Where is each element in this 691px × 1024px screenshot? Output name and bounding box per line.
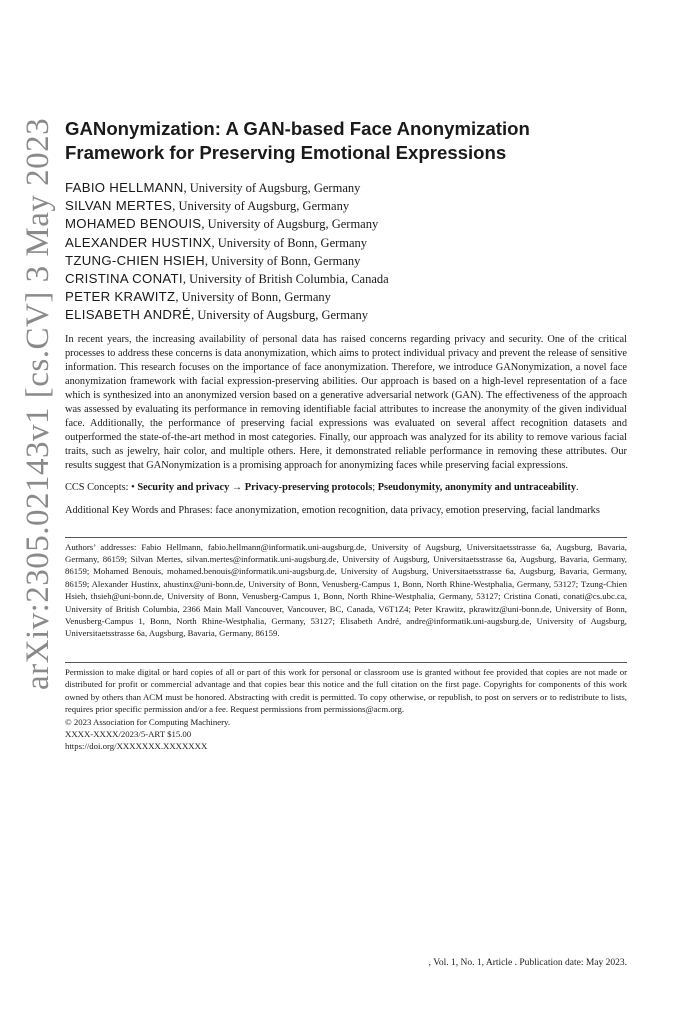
author-affiliation: University of British Columbia, Canada xyxy=(189,272,389,287)
keywords: Additional Key Words and Phrases: face anonymization, emotion recognition, data privacy, emotion preserving, facial landmarks xyxy=(65,504,600,516)
author-name: ELISABETH ANDRÉ xyxy=(65,307,192,323)
author-affiliation: University of Bonn, Germany xyxy=(181,290,331,305)
author-name: ALEXANDER HUSTINX xyxy=(65,234,212,250)
author-entry: ALEXANDER HUSTINX, University of Bonn, Germany xyxy=(65,234,368,250)
author-affiliation: University of Augsburg, Germany xyxy=(178,199,350,214)
divider xyxy=(65,537,627,538)
ccs-concepts xyxy=(65,481,627,495)
page-footer: , Vol. 1, No. 1, Article . Publication date: May 2023. xyxy=(428,958,627,968)
author-list xyxy=(65,179,627,325)
author-entry: FABIO HELLMANN, University of Augsburg, Germany xyxy=(65,180,361,195)
author-entry: ELISABETH ANDRÉ, University of Augsburg, Germany xyxy=(65,307,368,323)
author-entry: MOHAMED BENOUIS, University of Augsburg, Germany xyxy=(65,216,379,232)
author-name: FABIO HELLMANN xyxy=(65,180,184,195)
author-addresses: Authors’ addresses: Fabio Hellmann, fabio.hellmann@informatik.uni-augsburg.de, University of Augsburg, Universitaetsstrasse 6a, Augsburg, Bavaria, Germany, 86159; Silvan Mertes, silvan.mertes@informatik.uni-augsburg.de, University of Augsburg, Universitaetsstrasse 6a, Augsburg, Bavaria, Germany, 86159; Mohamed Benouis, mohamed.benouis@informatik.uni-augsburg.de, University of Augsburg, Universitaetsstrasse 6a, Augsburg, Bavaria, Germany, 86159; Alexander Hustinx, ahustinx@uni-bonn.de, University of Bonn, Venusberg-Campus 1, Bonn, North Rhine-Westphalia, Germany, 53127; Tzung-Chien Hsieh, thsieh@uni-bonn.de, University of Bonn, Venusberg-Campus 1, Bonn, North Rhine-Westphalia, Germany, 53127; Cristina Conati, conati@cs.ubc.ca, University of British Columbia, 2366 Main Mall Vancouver, Vancouver, BC, Canada, V6T1Z4; Peter Krawitz, pkrawitz@uni-bonn.de, University of Bonn, Venusberg-Campus 1, Bonn, North Rhine-Westphalia, Germany, 53127; Elisabeth André, andre@informatik.uni-augsburg.de, University of Augsburg, Universitaetsstrasse 6a, Augsburg, Bavaria, Germany, 86159. xyxy=(65,541,627,639)
author-entry: TZUNG-CHIEN HSIEH, University of Bonn, Germany xyxy=(65,252,361,268)
author-name: MOHAMED BENOUIS xyxy=(65,216,202,232)
ccs-separator: ; xyxy=(372,481,378,493)
author-entry: SILVAN MERTES, University of Augsburg, Germany xyxy=(65,198,350,214)
ccs-arrow: → xyxy=(229,481,245,493)
author-affiliation: University of Augsburg, Germany xyxy=(207,217,379,232)
author-affiliation: University of Bonn, Germany xyxy=(217,235,368,250)
paper-title: GANonymization: A GAN-based Face Anonymization Framework for Preserving Emotional Expressions xyxy=(65,118,530,163)
ccs-concept: Privacy-preserving protocols xyxy=(244,481,373,493)
ccs-end: . xyxy=(576,481,579,493)
permission-notice: Permission to make digital or hard copies of all or part of this work for personal or classroom use is granted without fee provided that copies are not made or distributed for profit or commercial advantage and that copies bear this notice and the full citation on the first page. Copyrights for components of this work owned by others than ACM must be honored. Abstracting with credit is permitted. To copy otherwise, or republish, to post on servers or to redistribute to lists, requires prior specific permission and/or a fee. Request permissions from permissions@acm.org. xyxy=(65,666,627,715)
author-entry: CRISTINA CONATI, University of British Columbia, Canada xyxy=(65,271,389,287)
author-name: CRISTINA CONATI xyxy=(65,271,183,287)
ccs-prefix: CCS Concepts: • xyxy=(65,481,138,493)
divider xyxy=(65,662,627,663)
author-affiliation: University of Bonn, Germany xyxy=(211,253,361,268)
author-entry: PETER KRAWITZ, University of Bonn, Germany xyxy=(65,289,331,305)
ccs-concept: Pseudonymity, anonymity and untraceability xyxy=(377,481,576,493)
paper-first-page xyxy=(65,117,627,753)
arxiv-watermark: arXiv:2305.02143v1 [cs.CV] 3 May 2023 xyxy=(20,117,56,690)
doi-link[interactable]: https://doi.org/XXXXXXX.XXXXXXX xyxy=(65,741,208,752)
issn-line: XXXX-XXXX/2023/5-ART $15.00 xyxy=(65,728,192,739)
author-name: SILVAN MERTES xyxy=(65,198,173,214)
author-affiliation: University of Augsburg, Germany xyxy=(189,181,361,195)
ccs-concept: Security and privacy xyxy=(137,481,230,493)
author-name: PETER KRAWITZ xyxy=(65,289,176,305)
copyright-line: © 2023 Association for Computing Machinery. xyxy=(65,716,231,727)
author-name: TZUNG-CHIEN HSIEH xyxy=(65,252,205,268)
author-affiliation: University of Augsburg, Germany xyxy=(197,308,368,323)
abstract: In recent years, the increasing availability of personal data has raised concerns regarding privacy and security. One of the critical processes to address these concerns is data anonymization, which aims to protect individual privacy and prevent the release of sensitive information. This research focuses on the importance of face anonymization. Therefore, we introduce GANonymization, a novel face anonymization framework with facial expression-preserving abilities. Our approach is based on a high-level representation of a face which is synthesized into an anonymized version based on a generative adversarial network (GAN). The effectiveness of the approach was assessed by evaluating its performance in removing identifiable facial attributes to increase the anonymity of the given individual face. Additionally, the performance of preserving facial expressions was evaluated on several affect recognition datasets and outperformed the state-of-the-art method in most categories. Finally, our approach was analyzed for its ability to remove various facial traits, such as jewelry, hair color, and multiple others. Here, it demonstrated reliable performance in removing these attributes. Our results suggest that GANonymization is a promising approach for anonymizing faces while preserving facial expressions. xyxy=(65,333,627,471)
